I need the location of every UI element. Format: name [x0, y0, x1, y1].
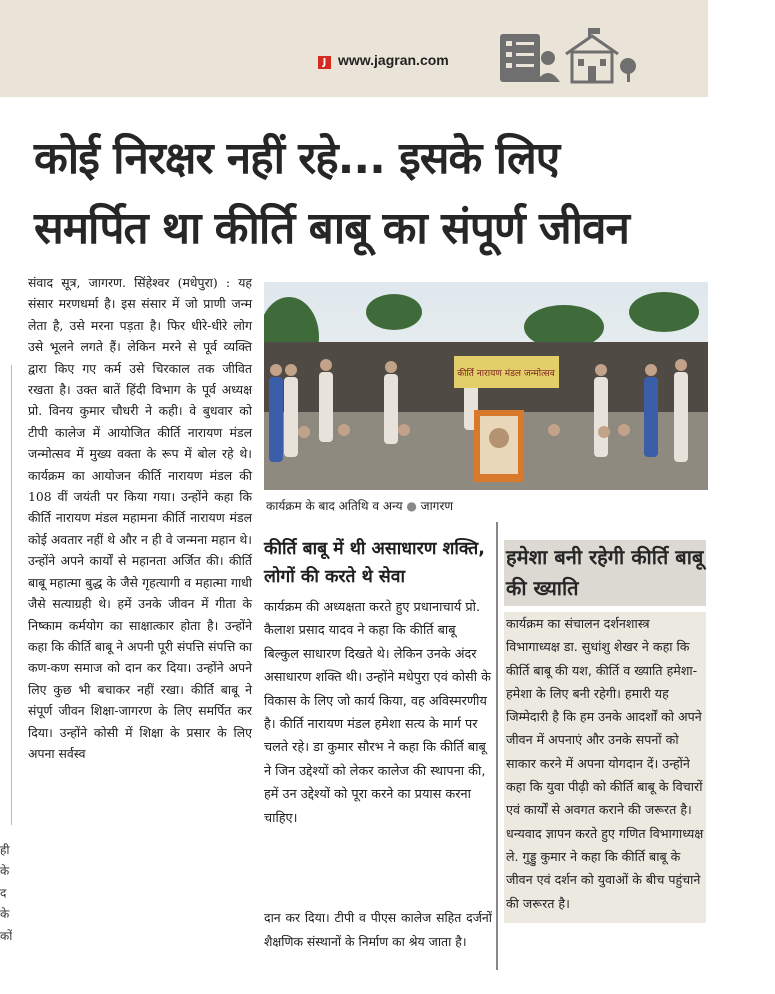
- mid-section-heading: कीर्ति बाबू में थी असाधारण शक्ति, लोगों की करते थे सेवा: [264, 539, 485, 587]
- article-column-1: [28, 272, 252, 764]
- right-section-heading: हमेशा बनी रहेगी कीर्ति बाबू की ख्याति: [504, 540, 706, 606]
- site-url[interactable]: www.jagran.com: [338, 52, 449, 68]
- mid-section-body: कार्यक्रम की अध्यक्षता करते हुए प्रधानाचार्य प्रो. कैलाश प्रसाद यादव ने कहा कि कीर्ति बाबू बिल्कुल साधारण दिखते थे। लेकिन उनके अंदर असाधारण शक्ति थी। उन्होंने मधेपुरा एवं कोसी के विकास के लिए जो कार्य किया, वह अविस्मरणीय है। कीर्ति नारायण मंडल हमेशा सत्य के मार्ग पर चलते रहे। डा कुमार सौरभ ने कहा कि कीर्ति बाबू ने जिन उद्देश्यों को लेकर कालेज की स्थापना की, हमें उन उद्देश्यों को पूरा करने का प्रयास करना चाहिए।: [264, 600, 491, 826]
- header-band: [0, 0, 708, 97]
- fragment-line: के: [0, 907, 10, 922]
- fragment-line: ही: [0, 843, 10, 857]
- mid-section-continuation: दान कर दिया। टीपी व पीएस कालेज सहित दर्जनों शैक्षणिक संस्थानों के निर्माण का श्रेय जाता है।: [264, 910, 492, 949]
- photo-caption: [266, 497, 453, 514]
- right-section-body: कार्यक्रम का संचालन दर्शनशास्त्र विभागाध्यक्ष डा. सुधांशु शेखर ने कहा कि कीर्ति बाबू की यश, कीर्ति व ख्याति हमेशा-हमेशा के लिए बनी रहेगी। हमारी यह जिम्मेदारी है कि हम उनके आदर्शों को अपने जीवन में अपनाएं और उनके सपनों को साकार करने में अपना योगदान दें। उन्होंने कहा कि युवा पीढ़ी को कीर्ति बाबू के विचारों एवं कार्यों से अवगत कराने की जरूरत है। धन्यवाद ज्ञापन करते हुए गणित विभागाध्यक्ष ले. गुड्डु कुमार ने कहा कि कीर्ति बाबू के जीवन एवं दर्शन को युवाओं के बीच पहुंचाने की जरूरत है।: [504, 612, 706, 923]
- fragment-line: के: [0, 864, 10, 879]
- column-divider: [496, 522, 498, 970]
- fragment-line: कों: [0, 928, 12, 943]
- caption-text: कार्यक्रम के बाद अतिथि व अन्य: [266, 499, 403, 513]
- caption-credit: जागरण: [420, 499, 454, 513]
- headline-line-1: कोई निरक्षर नहीं रहे... इसके लिए: [34, 133, 560, 184]
- adjacent-column-fragment: [0, 840, 12, 947]
- education-icon: [500, 26, 640, 86]
- group-photo: [264, 282, 708, 490]
- bullet-icon: ●: [406, 499, 417, 513]
- jagran-logo: J: [318, 56, 331, 69]
- fragment-line: द: [0, 885, 7, 900]
- photo-banner-text: कीर्ति नारायण मंडल जन्मोत्सव: [457, 369, 555, 379]
- headline-line-2: समर्पित था कीर्ति बाबू का संपूर्ण जीवन: [34, 203, 629, 254]
- column-divider-left: [11, 365, 12, 825]
- article-body: संवाद सूत्र, जागरण. सिंहेश्वर (मधेपुरा) : यह संसार मरणधर्मा है। इस संसार में जो प्राणी जन्म लेता है, उसे मरना पड़ता है। फिर धीरे-धीरे लोग उसे भूलने लगते हैं। लेकिन मरने से पूर्व व्यक्ति द्वारा किए गए कर्म उसे चिरकाल तक जीवित रखता है। उक्त बातें हिंदी विभाग के पूर्व अध्यक्ष प्रो. विनय कुमार चौधरी ने कही। वे बुधवार को टीपी कालेज में आयोजित कीर्ति नारायण मंडल जन्मोत्सव में मुख्य वक्ता के रूप में बोल रहे थे। कार्यक्रम का आयोजन कीर्ति नारायण मंडल की 108 वीं जयंती पर किया गया। उन्होंने कहा कि कीर्ति नारायण मंडल महामना कीर्ति नारायण मंडल कोई अवतार नहीं थे और न ही वे जन्मना महान थे। उन्होंने अपने कार्यों से महानता अर्जित की। कीर्ति बाबू महात्मा बुद्ध के जैसे गृहत्यागी व महात्मा गाधी जैसे सत्याग्रही थे। हमें उनके जीवन में गीता के निष्काम कर्मयोग का साक्षात्कार होता है। उन्होंने कहा कि कीर्ति बाबू ने अपनी पूरी संपत्ति संपत्ति का कण-कण समाज को दान कर दिया। उन्होंने अपने लिए कुछ भी बचाकर नहीं रखा। कीर्ति बाबू ने संपूर्ण जीवन शिक्षा-जागरण के लिए समर्पित कर दिया। उन्होंने कोसी में शिक्षा के प्रसार के लिए अपना सर्वस्व: [28, 275, 252, 761]
